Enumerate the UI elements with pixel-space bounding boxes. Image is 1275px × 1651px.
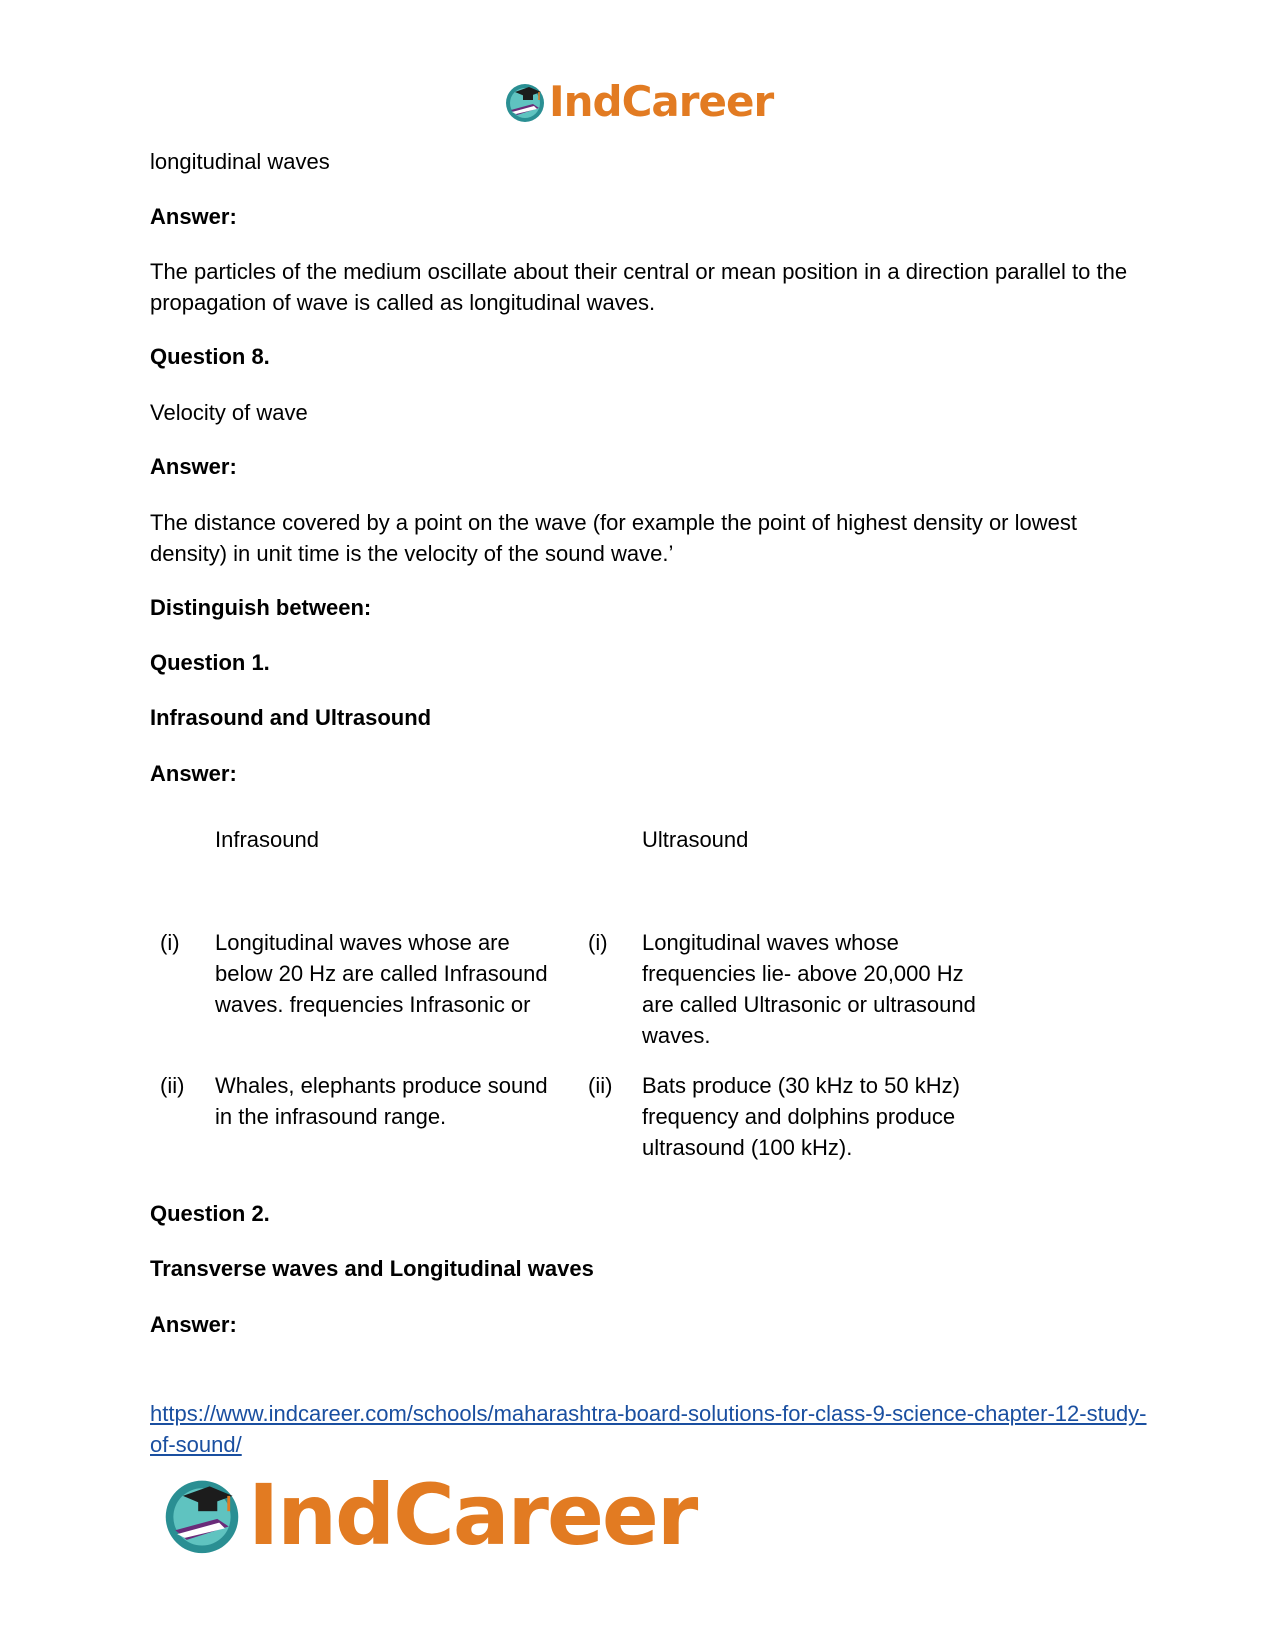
row-number: (ii) [588,1073,613,1098]
question-heading: Question 2. [150,1201,270,1226]
brand-name: IndCareer [248,1466,697,1564]
intro-line: longitudinal waves [150,149,330,174]
ultrasound-cell: Longitudinal waves whose frequencies lie- above 20,000 Hz are called Ultrasonic or ultrasound waves. [642,930,976,1048]
row-number: (i) [160,930,180,955]
answer-label: Answer: [150,1312,237,1337]
question-heading: Question 1. [150,650,270,675]
section-heading: Distinguish between: [150,595,372,620]
question-text: Transverse waves and Longitudinal waves [150,1256,594,1281]
infrasound-cell: Whales, elephants produce sound in the infrasound range. [215,1073,548,1129]
ultrasound-cell: Bats produce (30 kHz to 50 kHz) frequency and dolphins produce ultrasound (100 kHz). [642,1073,960,1160]
row-number: (ii) [160,1073,185,1098]
graduation-book-icon [503,80,547,124]
question-text: Infrasound and Ultrasound [150,705,432,730]
answer-text: The particles of the medium oscillate about their central or mean position in a direction parallel to the propagation of wave is called as longitudinal waves. [150,259,1128,315]
footer-logo [160,1466,697,1564]
table-header-ultrasound: Ultrasound [642,827,749,852]
question-text: Velocity of wave [150,400,308,425]
answer-label: Answer: [150,761,237,786]
row-number: (i) [588,930,608,955]
header-logo [503,78,773,126]
answer-label: Answer: [150,454,237,479]
question-heading: Question 8. [150,344,270,369]
answer-text: The distance covered by a point on the wave (for example the point of highest density or lowest density) in unit time is the velocity of the sound wave.’ [150,510,1077,566]
brand-name: IndCareer [549,77,774,126]
source-link[interactable]: https://www.indcareer.com/schools/maharashtra-board-solutions-for-class-9-science-chapter-12-study-of-sound/ [150,1401,1147,1457]
table-header-infrasound: Infrasound [215,827,319,852]
answer-label: Answer: [150,204,237,229]
graduation-book-icon [160,1473,244,1557]
infrasound-cell: Longitudinal waves whose are below 20 Hz are called Infrasound waves. frequencies Infrasonic or [215,930,548,1017]
